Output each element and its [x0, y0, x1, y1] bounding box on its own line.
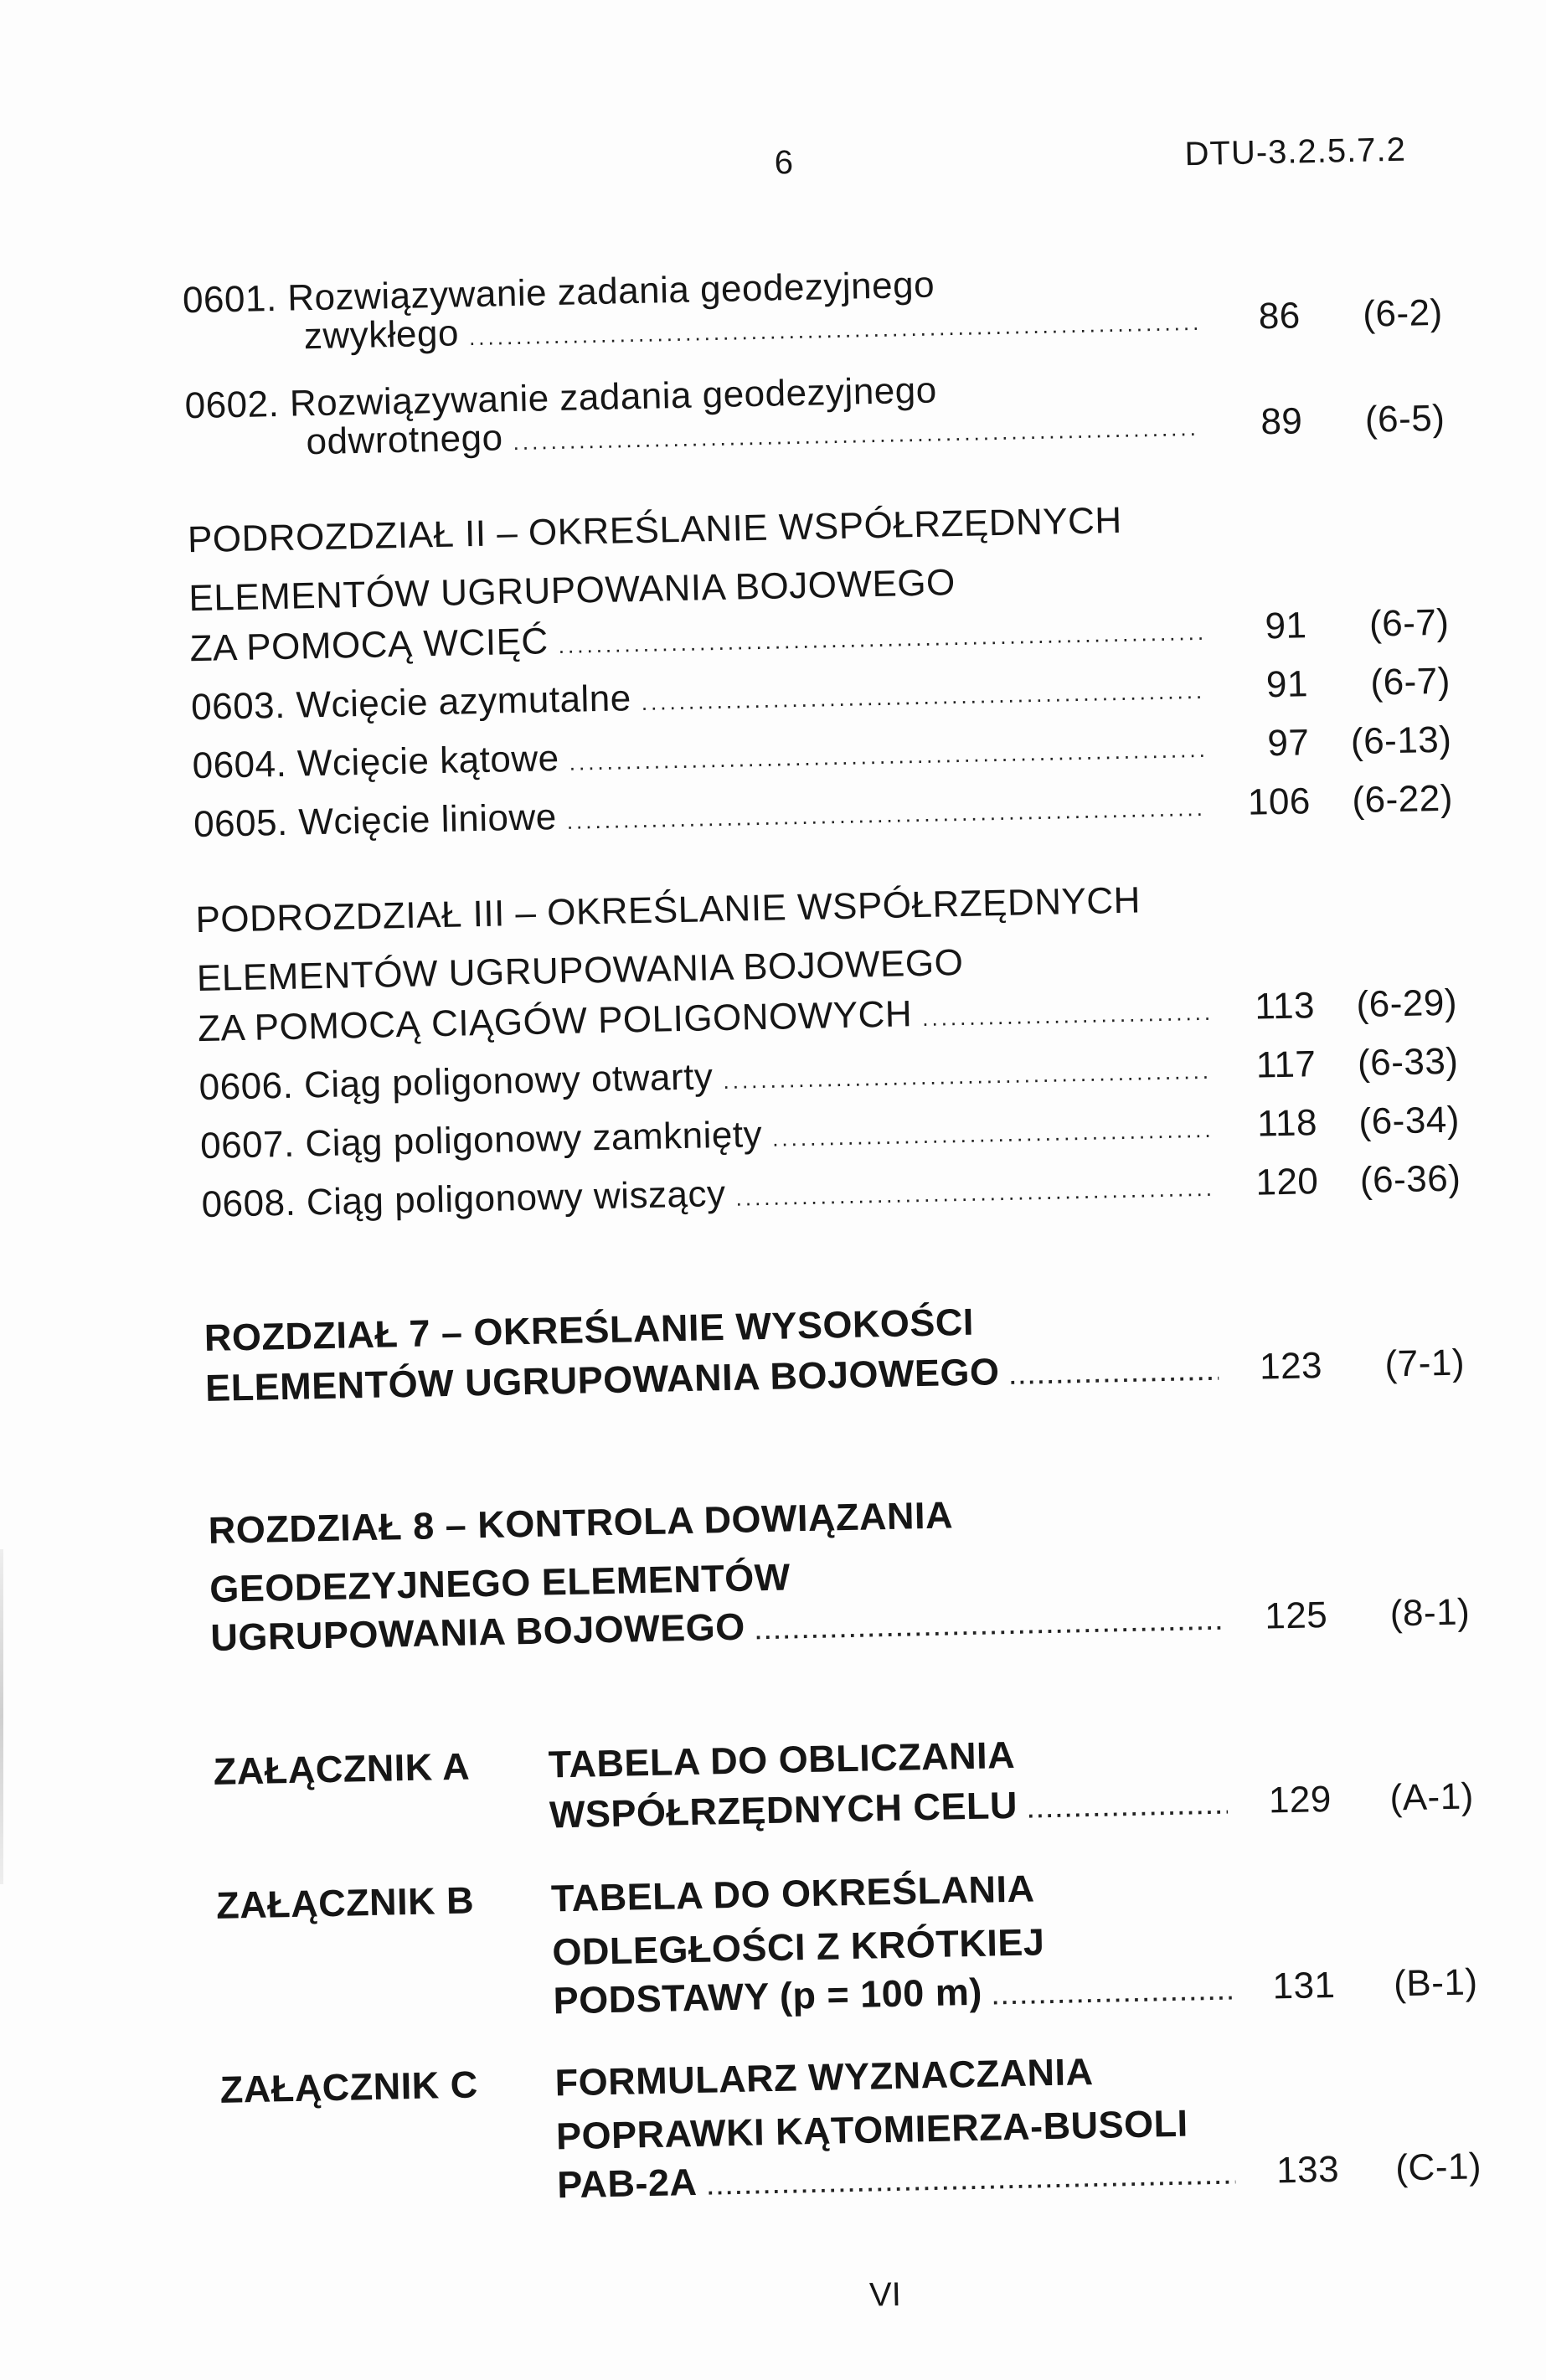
annex-b-title-line1: TABELA DO OKREŚLANIA: [550, 1867, 1035, 1920]
subchapter-2-title-line2: ELEMENTÓW UGRUPOWANIA BOJOWEGO: [188, 562, 956, 620]
subchapter-3-title-line3: ZA POMOCĄ CIĄGÓW POLIGONOWYCH: [197, 993, 913, 1050]
annex-c-title-line1: FORMULARZ WYZNACZANIA: [554, 2050, 1094, 2104]
dot-leader: [723, 1060, 1213, 1092]
chapter-7-page: 123: [1259, 1345, 1323, 1388]
toc-entry-0601-line1: 0601. Rozwiązywanie zadania geodezyjnego: [182, 264, 935, 322]
subchapter-3-page: 113: [1254, 985, 1316, 1028]
annex-c-title-line3: PAB-2A: [556, 2160, 698, 2207]
annex-b-heading[interactable]: [553, 1962, 1478, 2032]
toc-entry-0602-page: 89: [1260, 400, 1303, 443]
dot-leader: [1009, 1362, 1219, 1388]
toc-entry-0604-title: 0604. Wcięcie kątowe: [192, 738, 560, 787]
dot-leader: [735, 1177, 1214, 1209]
page-number: 6: [774, 143, 795, 182]
annex-a-title-line1: TABELA DO OBLICZANIA: [548, 1733, 1016, 1786]
toc-entry-0604-page: 97: [1266, 722, 1310, 765]
toc-entry-0603-page: 91: [1265, 663, 1309, 706]
toc-entry-0605-ref: (6-22): [1351, 777, 1454, 822]
dot-leader: [513, 417, 1198, 453]
chapter-8-page: 125: [1264, 1594, 1328, 1637]
chapter-7-title-line1: ROZDZIAŁ 7 – OKREŚLANIE WYSOKOŚCI: [204, 1300, 975, 1360]
toc-entry-0606-ref: (6-33): [1357, 1040, 1459, 1084]
annex-a-title-line2: WSPÓŁRZĘDNYCH CELU: [549, 1783, 1018, 1837]
toc-entry-0601-line2: zwykłego: [303, 312, 460, 358]
annex-b-label: ZAŁĄCZNIK B: [215, 1878, 475, 1927]
annex-b-page: 131: [1272, 1964, 1336, 2007]
dot-leader: [755, 1611, 1224, 1643]
subchapter-2-title-line1: PODROZDZIAŁ II – OKREŚLANIE WSPÓŁRZĘDNYCH: [187, 499, 1123, 561]
toc-entry-0602-ref: (6-5): [1364, 397, 1446, 440]
dot-leader: [642, 680, 1205, 713]
dot-leader: [469, 312, 1197, 348]
toc-entry-0608-ref: (6-36): [1359, 1157, 1461, 1202]
dot-leader: [772, 1119, 1214, 1150]
subchapter-2-page: 91: [1264, 605, 1307, 647]
toc-entry-0604-ref: (6-13): [1350, 719, 1452, 763]
subchapter-3-ref: (6-29): [1356, 981, 1458, 1026]
annex-b-title-line3: PODSTAWY (p = 100 m): [553, 1970, 983, 2022]
annex-a-page: 129: [1268, 1778, 1332, 1821]
annex-a-heading[interactable]: [549, 1776, 1475, 1846]
chapter-7-ref: (7-1): [1384, 1342, 1466, 1385]
toc-entry-0601-page: 86: [1258, 295, 1301, 337]
toc-entry-0606-page: 117: [1255, 1043, 1317, 1086]
annex-c-ref: (C-1): [1394, 2146, 1482, 2189]
dot-leader: [1028, 1795, 1228, 1821]
dot-leader: [992, 1981, 1232, 2008]
dot-leader: [566, 797, 1207, 832]
annex-b-ref: (B-1): [1393, 1961, 1478, 2005]
dot-leader: [569, 739, 1205, 774]
subchapter-2-title-line3: ZA POMOCĄ WCIĘĆ: [189, 621, 549, 670]
chapter-7-title-line2: ELEMENTÓW UGRUPOWANIA BOJOWEGO: [204, 1350, 1000, 1410]
dot-leader: [922, 1002, 1211, 1029]
toc-entry-0602-line2: odwrotnego: [306, 417, 504, 463]
toc-entry-0602-line1: 0602. Rozwiązywanie zadania geodezyjnego: [184, 369, 938, 427]
subchapter-3-title-line2: ELEMENTÓW UGRUPOWANIA BOJOWEGO: [196, 941, 964, 1000]
footer-roman-page-number: VI: [868, 2275, 902, 2314]
chapter-8-ref: (8-1): [1389, 1591, 1471, 1635]
subchapter-2-ref: (6-7): [1368, 601, 1450, 645]
toc-entry-0606-title: 0606. Ciąg poligonowy otwarty: [198, 1056, 714, 1109]
scan-edge-shadow: [0, 1549, 3, 1884]
document-code: DTU-3.2.5.7.2: [1184, 131, 1407, 173]
dot-leader: [558, 621, 1203, 657]
toc-entry-0603-title: 0603. Wcięcie azymutalne: [190, 677, 632, 729]
toc-entry-0608-title: 0608. Ciąg poligonowy wiszący: [201, 1172, 726, 1226]
toc-entry-0603-ref: (6-7): [1369, 660, 1451, 703]
annex-c-label: ZAŁĄCZNIK C: [219, 2063, 479, 2111]
dot-leader: [707, 2165, 1235, 2197]
chapter-8-title-line1: ROZDZIAŁ 8 – KONTROLA DOWIĄZANIA: [208, 1493, 954, 1552]
toc-entry-0607-page: 118: [1256, 1102, 1318, 1145]
toc-entry-0608-page: 120: [1255, 1161, 1319, 1203]
toc-entry-0607-title: 0607. Ciąg poligonowy zamknięty: [199, 1114, 763, 1167]
annex-a-ref: (A-1): [1389, 1775, 1475, 1819]
toc-entry-0601-ref: (6-2): [1362, 291, 1444, 335]
subchapter-3-title-line1: PODROZDZIAŁ III – OKREŚLANIE WSPÓŁRZĘDNYCH: [195, 879, 1141, 941]
annex-c-title-line2: POPRAWKI KĄTOMIERZA-BUSOLI: [555, 2101, 1189, 2158]
toc-entry-0605-page: 106: [1247, 780, 1312, 823]
chapter-8-title-line2: GEODEZYJNEGO ELEMENTÓW: [209, 1555, 791, 1610]
annex-c-page: 133: [1275, 2148, 1340, 2192]
chapter-8-title-line3: UGRUPOWANIA BOJOWEGO: [209, 1605, 746, 1659]
annex-a-label: ZAŁĄCZNIK A: [213, 1744, 471, 1793]
toc-entry-0605-title: 0605. Wcięcie liniowe: [193, 796, 558, 846]
toc-entry-0607-ref: (6-34): [1358, 1099, 1461, 1143]
annex-b-title-line2: ODLEGŁOŚCI Z KRÓTKIEJ: [551, 1920, 1045, 1974]
annex-c-heading[interactable]: [557, 2146, 1482, 2216]
